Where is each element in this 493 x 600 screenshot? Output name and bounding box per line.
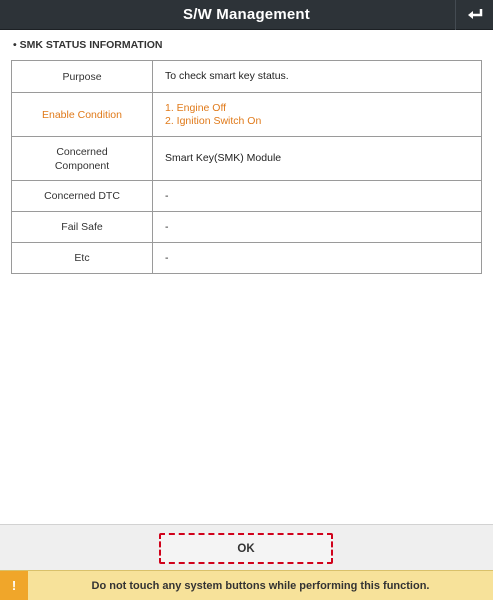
info-table xyxy=(11,60,482,274)
back-button[interactable] xyxy=(455,0,493,30)
title-bar xyxy=(0,0,493,30)
table-row-concerned-component xyxy=(12,137,482,181)
row-label: Etc xyxy=(12,243,153,274)
row-label: Enable Condition xyxy=(12,93,153,137)
value-line: 1. Engine Off xyxy=(165,101,227,114)
row-label: Purpose xyxy=(12,61,153,93)
row-value: To check smart key status. xyxy=(153,61,482,93)
warning-text: Do not touch any system buttons while performing this function. xyxy=(91,579,430,592)
window-title: S/W Management xyxy=(183,6,310,23)
row-value: - xyxy=(153,181,482,212)
row-label xyxy=(12,137,153,181)
row-value: Smart Key(SMK) Module xyxy=(153,137,482,181)
exclamation-icon: ! xyxy=(0,571,28,600)
value-line: 2. Ignition Switch On xyxy=(165,114,262,127)
row-value: - xyxy=(153,212,482,243)
label-line: Concerned xyxy=(56,145,108,158)
table-row-enable-condition xyxy=(12,93,482,137)
row-value: - xyxy=(153,243,482,274)
section-heading: • SMK STATUS INFORMATION xyxy=(13,39,163,51)
table-row-concerned-dtc xyxy=(12,181,482,212)
table-row-etc xyxy=(12,243,482,274)
warning-bar xyxy=(0,570,493,600)
row-value xyxy=(153,93,482,137)
bottom-action-panel xyxy=(0,524,493,570)
table-row-purpose xyxy=(12,61,482,93)
ok-button-label: OK xyxy=(237,542,255,555)
row-label: Fail Safe xyxy=(12,212,153,243)
label-line: Component xyxy=(54,159,110,172)
row-label: Concerned DTC xyxy=(12,181,153,212)
ok-button[interactable] xyxy=(159,533,333,564)
table-row-fail-safe xyxy=(12,212,482,243)
return-arrow-icon xyxy=(465,7,485,23)
